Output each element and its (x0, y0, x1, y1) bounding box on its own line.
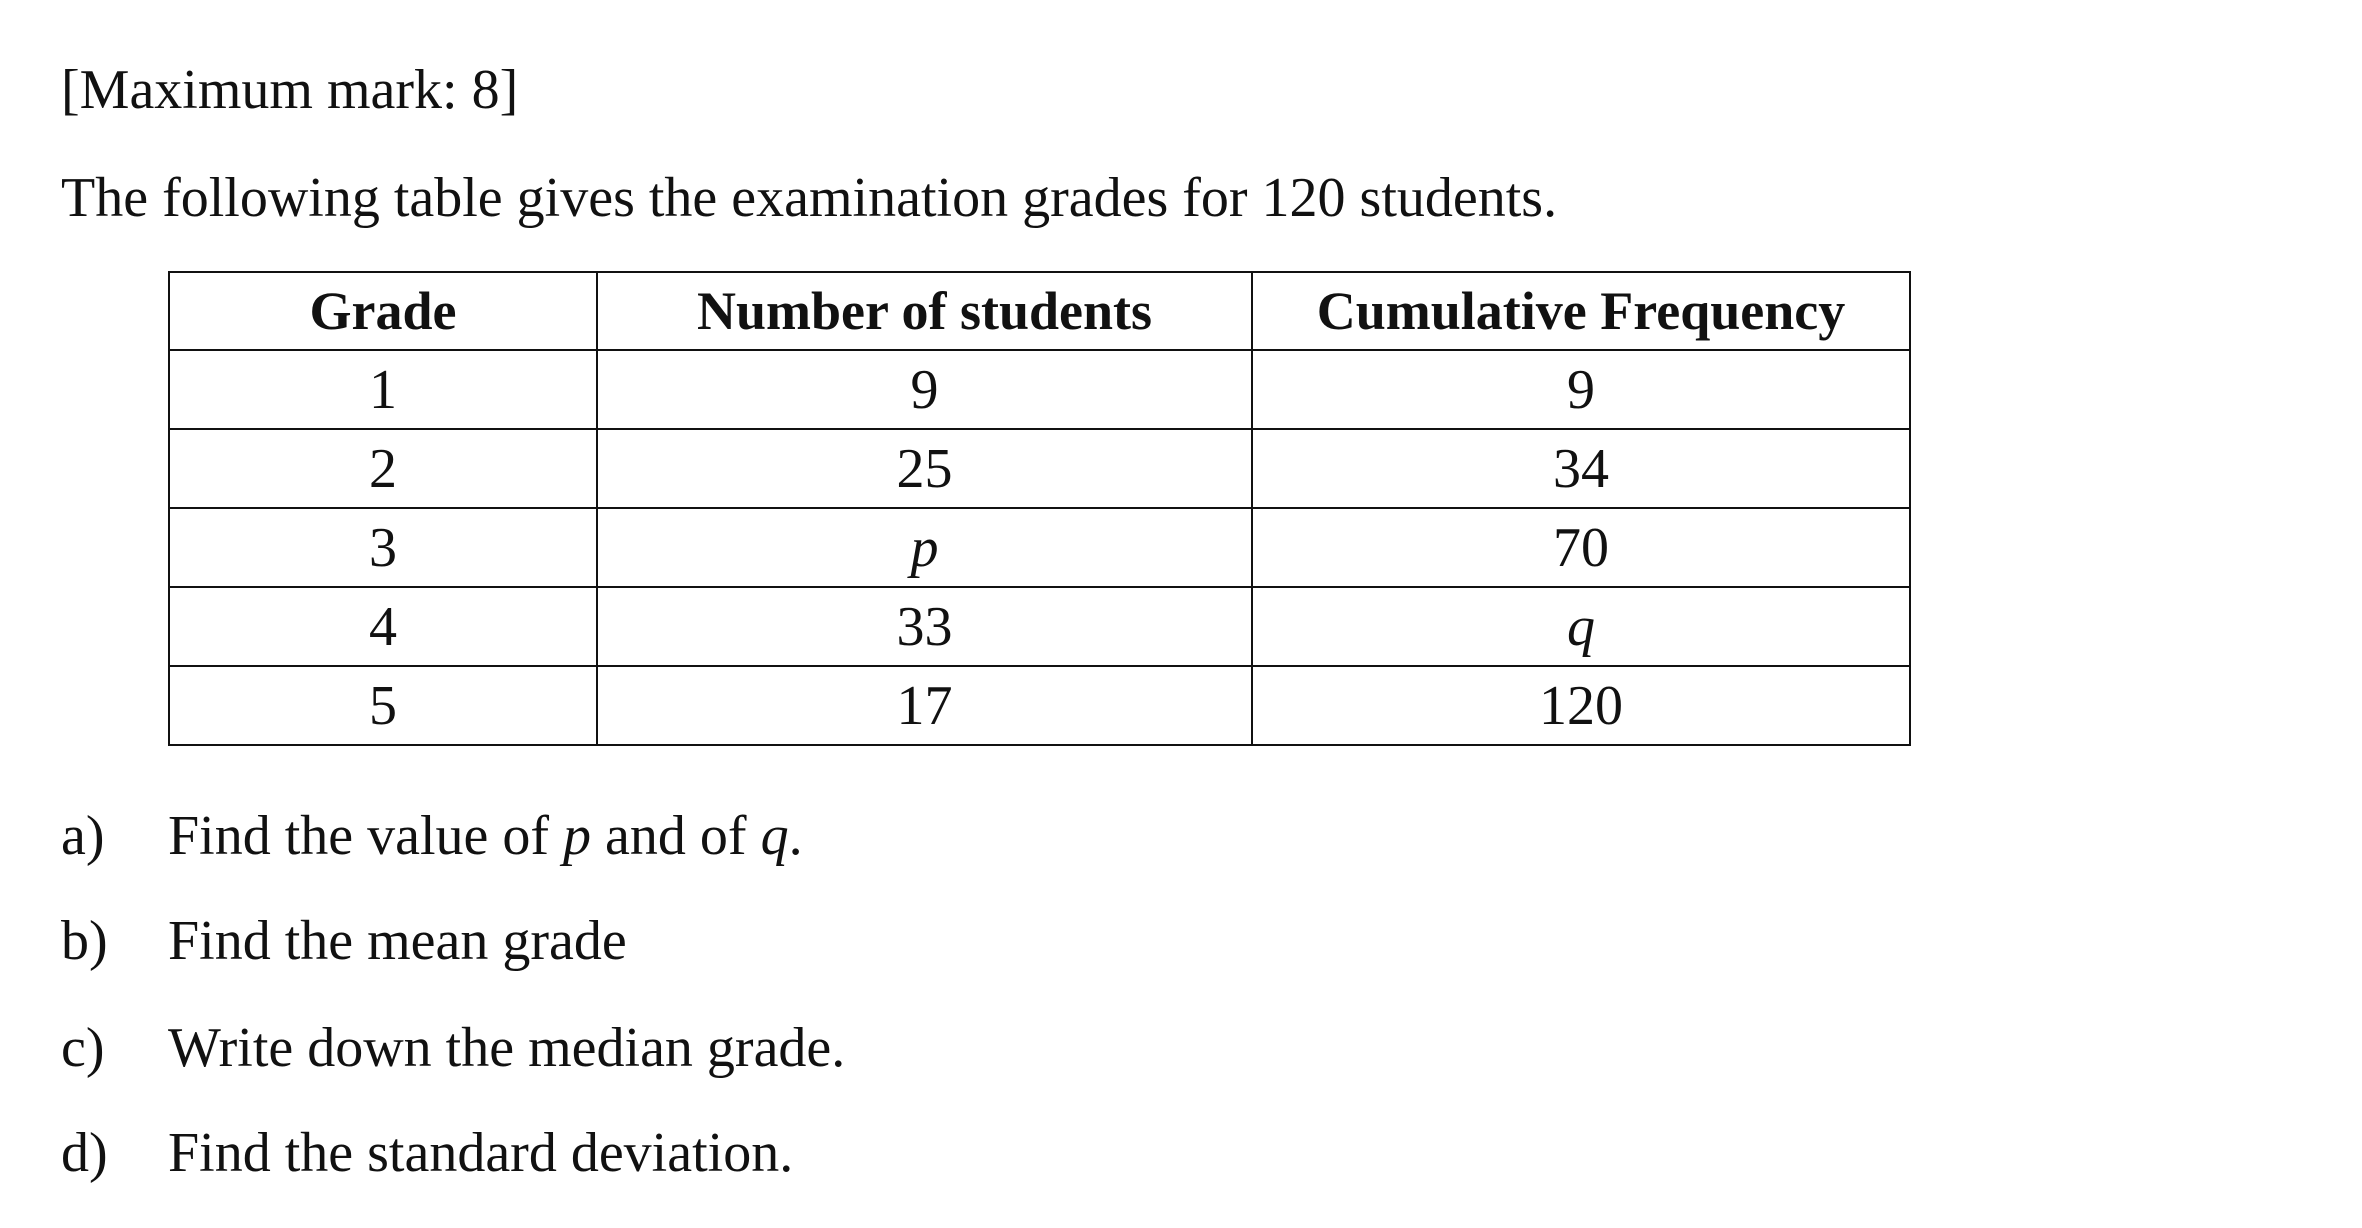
question-intro: The following table gives the examination grades for 120 students. (61, 167, 1558, 229)
cell-students: 33 (597, 587, 1252, 666)
column-header-students: Number of students (597, 272, 1252, 350)
variable-p: p (563, 805, 592, 867)
table-row (169, 587, 1910, 666)
question-text: Find the mean grade (168, 910, 627, 972)
question-label: d) (61, 1122, 108, 1184)
cell-grade: 3 (169, 508, 597, 587)
variable-q: q (760, 805, 789, 867)
cell-students: 17 (597, 666, 1252, 745)
table-row (169, 508, 1910, 587)
grades-table (168, 271, 1911, 746)
question-text: Find the standard deviation. (168, 1122, 794, 1184)
question-label: b) (61, 910, 108, 972)
cell-grade: 4 (169, 587, 597, 666)
question-text: Find the value of (168, 805, 564, 867)
question-b (61, 910, 627, 972)
question-a (61, 805, 803, 867)
cell-cumulative-variable-q: q (1252, 587, 1910, 666)
column-header-cumulative: Cumulative Frequency (1252, 272, 1910, 350)
cell-grade: 1 (169, 350, 597, 429)
cell-students-variable-p: p (597, 508, 1252, 587)
table-header-row (169, 272, 1910, 350)
cell-cumulative: 34 (1252, 429, 1910, 508)
table-row (169, 350, 1910, 429)
question-text: and of (591, 805, 761, 867)
column-header-grade: Grade (169, 272, 597, 350)
cell-cumulative: 120 (1252, 666, 1910, 745)
question-c (61, 1017, 846, 1079)
maximum-mark: [Maximum mark: 8] (61, 59, 519, 121)
cell-grade: 5 (169, 666, 597, 745)
cell-grade: 2 (169, 429, 597, 508)
cell-cumulative: 70 (1252, 508, 1910, 587)
question-text: . (788, 805, 803, 867)
cell-students: 9 (597, 350, 1252, 429)
cell-students: 25 (597, 429, 1252, 508)
table-row (169, 429, 1910, 508)
question-text: Write down the median grade. (168, 1017, 846, 1079)
question-label: c) (61, 1017, 105, 1079)
cell-cumulative: 9 (1252, 350, 1910, 429)
table-row (169, 666, 1910, 745)
question-d (61, 1122, 794, 1184)
question-label: a) (61, 805, 105, 867)
